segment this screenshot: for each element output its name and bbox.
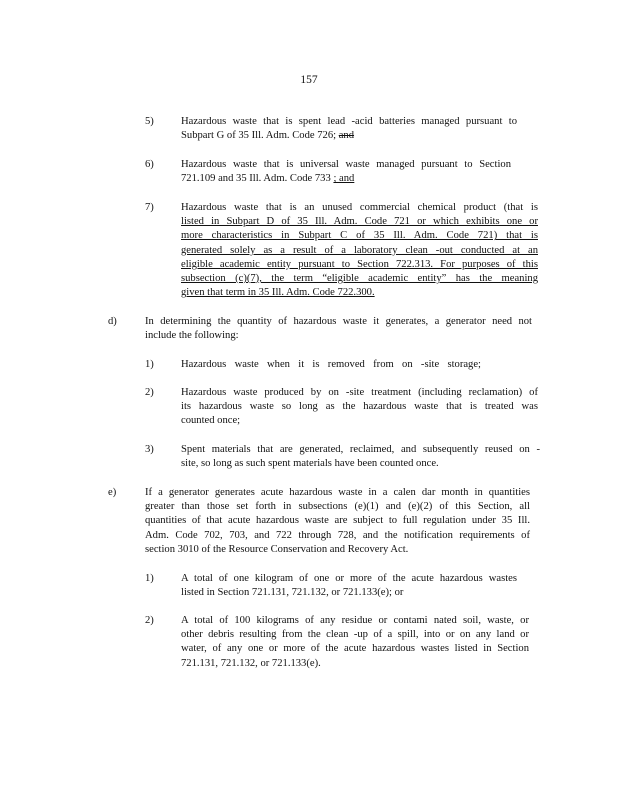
item-number: 2): [145, 615, 154, 626]
text-line: quantities of that acute hazardous waste are subject to full regulation under 35 Ill.: [145, 515, 530, 527]
text-line: listed in Subpart D of 35 Ill. Adm. Code 721 or which exhibits one or: [181, 216, 538, 228]
text-line: section 3010 of the Resource Conservation and Recovery Act.: [145, 543, 409, 555]
item-number: 1): [145, 359, 154, 370]
text-main: 721.109 and 35 Ill. Adm. Code 733: [181, 173, 331, 185]
text-line: In determining the quantity of hazardous waste it generates, a generator need not: [145, 316, 532, 327]
text-line: its hazardous waste so long as the hazardous waste that is treated was: [181, 401, 538, 413]
text-line: Hazardous waste that is an unused commercial chemical product (that is: [181, 202, 538, 213]
item-text: [181, 201, 538, 300]
text-line: A total of 100 kilograms of any residue or contami nated soil, waste, or: [181, 615, 529, 626]
text-line: counted once;: [181, 415, 241, 427]
text-line: given that term in 35 Ill. Adm. Code 722.300.: [181, 287, 375, 299]
text-line: include the following:: [145, 330, 239, 342]
text-line: site, so long as such spent materials have been counted once.: [181, 458, 439, 470]
struck-text: and: [338, 130, 355, 142]
item-number: e): [108, 487, 117, 498]
item-number: 7): [145, 202, 154, 213]
text-line: eligible academic entity pursuant to Section 722.313. For purposes of this: [181, 258, 538, 270]
text-main: Subpart G of 35 Ill. Adm. Code 726;: [181, 130, 337, 142]
item-number: 1): [145, 573, 154, 584]
text-line: A total of one kilogram of one or more of the acute hazardous wastes: [181, 573, 517, 584]
item-text: [181, 115, 517, 143]
text-line: listed in Section 721.131, 721.132, or 721.133(e); or: [181, 587, 404, 599]
item-text: [181, 572, 517, 600]
item-text: [181, 386, 538, 429]
text-line: Hazardous waste produced by on -site treatment (including reclamation) of: [181, 387, 538, 398]
item-text: [181, 158, 511, 186]
item-number: 3): [145, 444, 154, 455]
item-text: [181, 443, 540, 471]
text-line: Hazardous waste that is universal waste managed pursuant to Section: [181, 159, 511, 170]
text-line: water, of any one or more of the acute hazardous wastes listed in Section: [181, 643, 529, 655]
text-line: greater than those set forth in subsections (e)(1) and (e)(2) of this Section, all: [145, 501, 530, 513]
item-number: 5): [145, 116, 154, 127]
page-number: 157: [300, 74, 318, 86]
text-line: other debris resulting from the clean -up of a spill, into or on any land or: [181, 629, 529, 641]
text-line: Spent materials that are generated, reclaimed, and subsequently reused on -: [181, 444, 540, 455]
text-line: generated solely as a result of a laboratory clean -out conducted at an: [181, 244, 538, 256]
text-line: If a generator generates acute hazardous waste in a calen dar month in quantities: [145, 487, 530, 498]
text-line: Adm. Code 702, 703, and 722 through 728, and the notification requirements of: [145, 529, 530, 541]
added-text: ; and: [333, 173, 355, 185]
text-line: 721.131, 721.132, or 721.133(e).: [181, 657, 321, 669]
item-number: d): [108, 316, 117, 327]
text-line: more characteristics in Subpart C of 35 Ill. Adm. Code 721) that is: [181, 230, 538, 242]
text-line: [181, 172, 511, 186]
item-number: 6): [145, 159, 154, 170]
item-text: [181, 358, 481, 372]
text-line: [181, 129, 517, 143]
text-line: Hazardous waste that is spent lead -acid batteries managed pursuant to: [181, 116, 517, 127]
text-line: subsection (c)(7), the term “eligible academic entity” has the meaning: [181, 273, 538, 285]
item-text: [145, 315, 532, 343]
text-line: Hazardous waste when it is removed from on -site storage;: [181, 359, 481, 370]
item-text: [145, 486, 530, 557]
item-number: 2): [145, 387, 154, 398]
item-text: [181, 614, 529, 671]
